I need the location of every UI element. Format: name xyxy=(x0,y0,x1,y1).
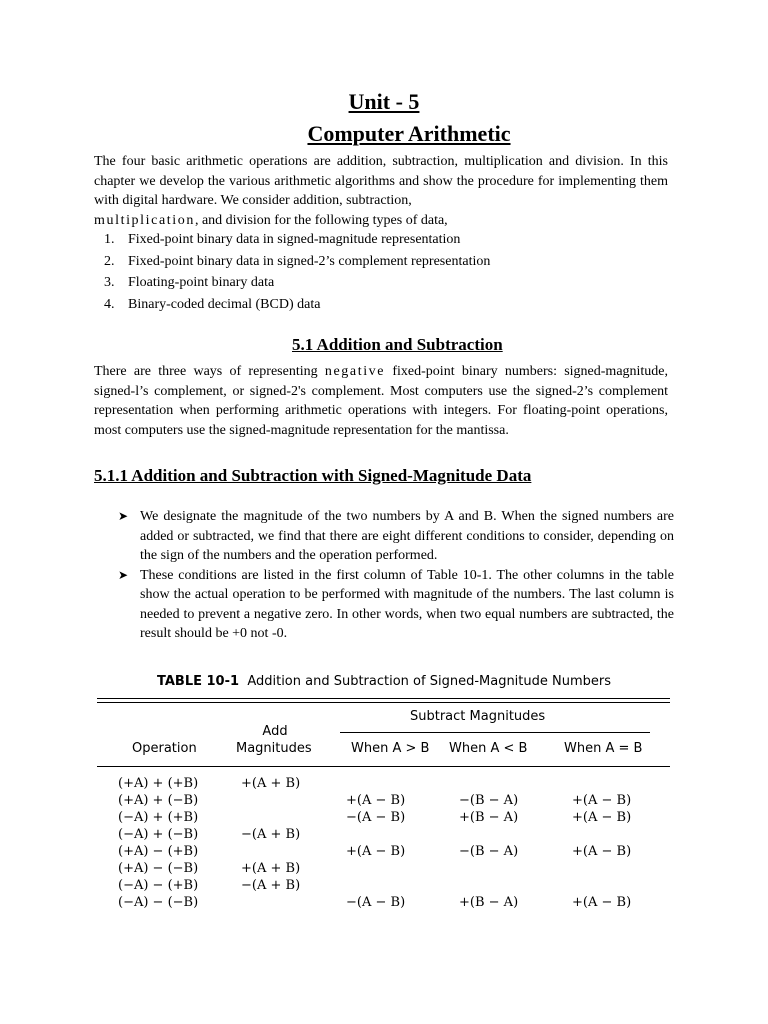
subtract-group-rule xyxy=(340,732,650,733)
add-header-top: Add xyxy=(262,724,288,739)
gt-cell: +(A − B) xyxy=(346,844,406,859)
subsection-heading: 5.1.1 Addition and Subtraction with Signed-Magnitude Data xyxy=(94,466,532,485)
list-item-number: 4. xyxy=(104,296,115,312)
eq-cell: +(A − B) xyxy=(572,793,632,808)
op-cell: (−A) + (−B) xyxy=(118,827,199,842)
unit-title: Unit - 5 xyxy=(348,89,420,114)
op-cell: (+A) − (−B) xyxy=(118,861,199,876)
intro-text-2: , and division for the following types of data, xyxy=(194,212,448,228)
list-item xyxy=(104,251,490,273)
list-item xyxy=(104,272,490,294)
table-caption-text: Addition and Subtraction of Signed-Magnitude Numbers xyxy=(247,674,612,689)
bullet-list xyxy=(118,507,674,644)
op-cell: (−A) − (−B) xyxy=(118,895,199,910)
intro-text-1: The four basic arithmetic operations are addition, subtraction, multiplication and division. In this chapter we develop the various arithmetic algorithms and show the procedure for implementing them with digital hardware. We consider addition, subtraction, xyxy=(94,154,668,208)
operation-header: Operation xyxy=(132,741,197,756)
list-item-number: 2. xyxy=(104,253,115,269)
gt-cell: −(A − B) xyxy=(346,810,406,825)
lt-header: When A < B xyxy=(449,741,528,756)
add-cell: −(A + B) xyxy=(241,878,301,893)
lt-cell: +(B − A) xyxy=(459,810,519,825)
eq-cell: +(A − B) xyxy=(572,810,632,825)
list-item-number: 1. xyxy=(104,232,115,247)
data-types-list xyxy=(104,229,490,315)
arrow-bullet-icon: ➤ xyxy=(118,567,129,582)
add-cell: +(A + B) xyxy=(241,861,301,876)
bullet-text: We designate the magnitude of the two numbers by A and B. When the signed numbers are added or subtracted, we find that there are eight different conditions to consider, depending on the sign of the numbers and the operation performed. xyxy=(140,509,674,563)
intro-paragraph xyxy=(94,152,668,230)
list-item-text: Floating-point binary data xyxy=(128,275,275,290)
op-cell: (+A) − (+B) xyxy=(118,844,199,859)
add-cell: −(A + B) xyxy=(241,827,301,842)
eq-header: When A = B xyxy=(564,741,643,756)
section-paragraph xyxy=(94,362,668,440)
list-item-text: Fixed-point binary data in signed-2’s complement representation xyxy=(128,253,491,269)
eq-cell: +(A − B) xyxy=(572,895,632,910)
page-title: Computer Arithmetic xyxy=(307,121,511,146)
bullet-text: These conditions are listed in the first column of Table 10-1. The other columns in the table show the actual operation to be performed with magnitude of the numbers. The last column is needed to prevent a negative zero. In other words, when two equal numbers are subtracted, the result should be +0 not -0. xyxy=(140,567,674,641)
op-cell: (+A) + (−B) xyxy=(118,793,199,808)
table-top-rule-2 xyxy=(97,702,670,703)
subtract-magnitudes-header: Subtract Magnitudes xyxy=(410,709,546,724)
list-item-text: Fixed-point binary data in signed-magnitude representation xyxy=(128,232,461,247)
gt-header: When A > B xyxy=(351,741,430,756)
op-cell: (−A) + (+B) xyxy=(118,810,199,825)
list-item xyxy=(104,229,490,251)
section-text-b: fixed-point binary numbers: signed-magnitude, signed-l’s complement, or signed-2's complement. Most computers use the signed-2’s complement representation when performing arithmetic operations with integers. For floating-point operations, most computers use the signed-magnitude representation for the mantissa. xyxy=(94,364,669,438)
add-header-bottom: Magnitudes xyxy=(236,741,312,756)
arrow-bullet-icon: ➤ xyxy=(118,509,129,523)
section-text-a: There are three ways of representing xyxy=(94,364,318,379)
table-top-rule xyxy=(97,698,670,699)
bullet-item xyxy=(118,566,674,644)
list-item xyxy=(104,294,490,316)
bullet-item xyxy=(118,507,674,566)
list-item-text: Binary-coded decimal (BCD) data xyxy=(128,296,321,312)
op-cell: (+A) + (+B) xyxy=(118,776,199,791)
add-cell: +(A + B) xyxy=(241,776,301,791)
gt-cell: +(A − B) xyxy=(346,793,406,808)
section-spaced-word: negative xyxy=(324,364,386,379)
list-item-number: 3. xyxy=(104,275,115,290)
table-header-rule xyxy=(97,766,670,767)
table-caption xyxy=(0,674,768,689)
lt-cell: −(B − A) xyxy=(459,793,519,808)
op-cell: (−A) − (+B) xyxy=(118,878,199,893)
table-caption-label: TABLE 10-1 xyxy=(156,674,240,689)
lt-cell: +(B − A) xyxy=(459,895,519,910)
section-heading: 5.1 Addition and Subtraction xyxy=(292,335,503,354)
eq-cell: +(A − B) xyxy=(572,844,632,859)
lt-cell: −(B − A) xyxy=(459,844,519,859)
gt-cell: −(A − B) xyxy=(346,895,406,910)
intro-spaced-word: multiplication xyxy=(94,212,195,228)
